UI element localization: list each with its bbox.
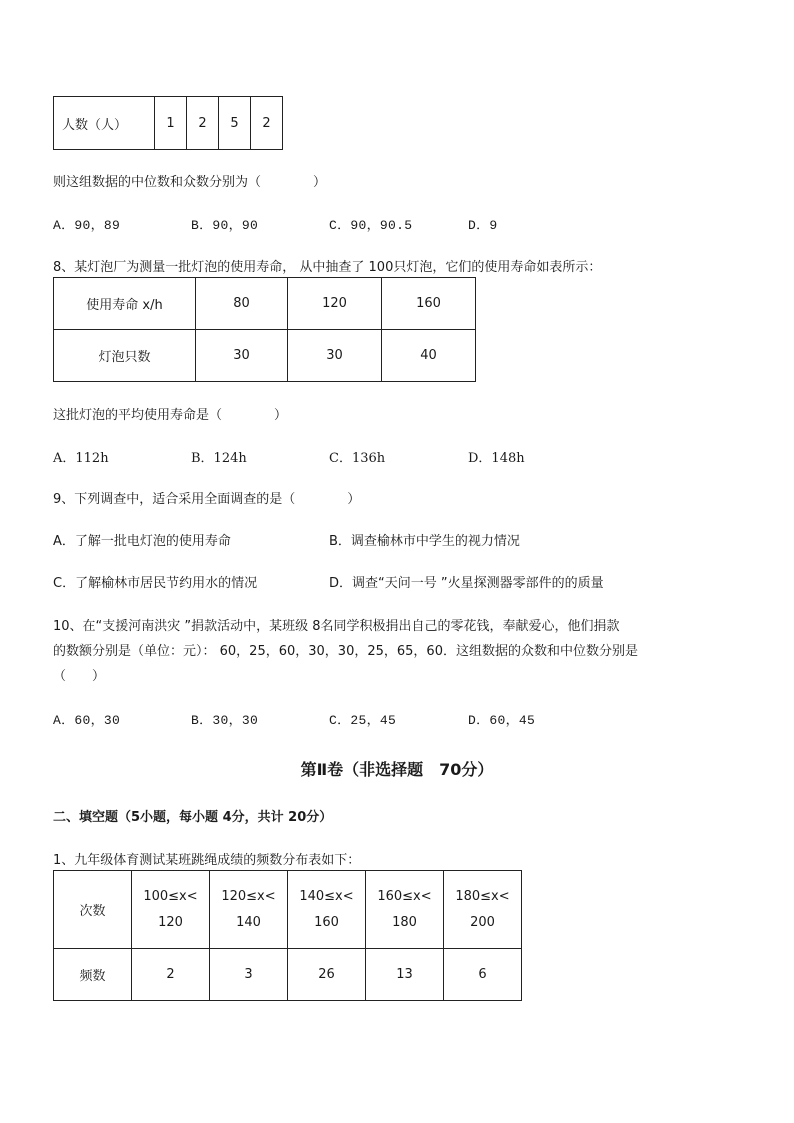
q9-option-c: C．了解榆林市居民节约用水的情况 [53, 576, 258, 591]
q7-option-b: B．90，90 [191, 218, 259, 233]
range-bottom: 120 [158, 914, 183, 930]
range-cell [210, 871, 288, 949]
q8-row2-label: 灯泡只数 [54, 330, 196, 382]
q7-table-cell: 1 [155, 97, 187, 150]
q8-row1-cell: 160 [382, 278, 476, 330]
q7-table-cell: 2 [251, 97, 283, 150]
q8-table [53, 277, 476, 382]
q7-table-header: 人数（人） [54, 97, 155, 150]
q8-option-a: A．112h [53, 451, 109, 466]
q8-question: 这批灯泡的平均使用寿命是（ ） [53, 408, 288, 423]
range-top: 140≤x< [299, 888, 354, 904]
q8-row2-cell: 40 [382, 330, 476, 382]
q8-row1-cell: 80 [196, 278, 288, 330]
fill1-row1-label: 次数 [54, 871, 132, 949]
q10-option-c: C．25，45 [329, 713, 397, 728]
q7-option-a: A．90，89 [53, 218, 121, 233]
range-cell [444, 871, 522, 949]
range-cell [132, 871, 210, 949]
q8-row1-label: 使用寿命 x/h [54, 278, 196, 330]
q8-row1-cell: 120 [288, 278, 382, 330]
range-bottom: 160 [314, 914, 339, 930]
fill1-table [53, 870, 522, 1001]
range-top: 180≤x< [455, 888, 510, 904]
range-top: 100≤x< [143, 888, 198, 904]
section-title: 二、填空题（5小题，每小题 4分，共计 20分） [53, 810, 333, 825]
q7-option-c: C．90，90.5 [329, 218, 413, 233]
range-top: 120≤x< [221, 888, 276, 904]
q9-option-a: A．了解一批电灯泡的使用寿命 [53, 534, 231, 549]
range-bottom: 200 [470, 914, 495, 930]
range-bottom: 180 [392, 914, 417, 930]
freq-cell: 13 [366, 949, 444, 1001]
q8-stem: 8、某灯泡厂为测量一批灯泡的使用寿命， 从中抽查了 100只灯泡，它们的使用寿命如表所示： [53, 260, 602, 275]
q10-line1: 10、在“支援河南洪灾 ”捐款活动中，某班级 8名同学积极捐出自己的零花钱，奉献爱心，他们捐款 [53, 619, 620, 634]
q8-row2-cell: 30 [196, 330, 288, 382]
q7-option-d: D．9 [468, 218, 498, 233]
freq-cell: 26 [288, 949, 366, 1001]
q8-option-b: B．124h [191, 451, 247, 466]
range-cell [288, 871, 366, 949]
q9-option-d: D．调查“天问一号 ”火星探测器零部件的的质量 [329, 576, 604, 591]
q8-row2-cell: 30 [288, 330, 382, 382]
range-cell [366, 871, 444, 949]
freq-cell: 3 [210, 949, 288, 1001]
freq-cell: 6 [444, 949, 522, 1001]
q9-stem: 9、下列调查中，适合采用全面调查的是（ ） [53, 492, 361, 507]
part2-title: 第Ⅱ卷（非选择题 70分） [300, 760, 494, 779]
q8-option-c: C．136h [329, 451, 386, 466]
q8-option-d: D．148h [468, 451, 525, 466]
q7-table [53, 96, 283, 150]
q7-stem: 则这组数据的中位数和众数分别为（ ） [53, 175, 327, 190]
q10-line3: （ ） [53, 669, 106, 684]
q10-option-d: D．60，45 [468, 713, 536, 728]
q9-option-b: B．调查榆林市中学生的视力情况 [329, 534, 520, 549]
range-top: 160≤x< [377, 888, 432, 904]
fill1-row2-label: 频数 [54, 949, 132, 1001]
q10-option-a: A．60，30 [53, 713, 121, 728]
q10-line2: 的数额分别是（单位：元）： 60，25，60，30，30，25，65，60．这组数据的众数和中位数分别是 [53, 644, 638, 659]
q10-option-b: B．30，30 [191, 713, 259, 728]
q7-table-cell: 2 [187, 97, 219, 150]
q7-table-cell: 5 [219, 97, 251, 150]
range-bottom: 140 [236, 914, 261, 930]
fill1-stem: 1、九年级体育测试某班跳绳成绩的频数分布表如下： [53, 853, 361, 868]
freq-cell: 2 [132, 949, 210, 1001]
